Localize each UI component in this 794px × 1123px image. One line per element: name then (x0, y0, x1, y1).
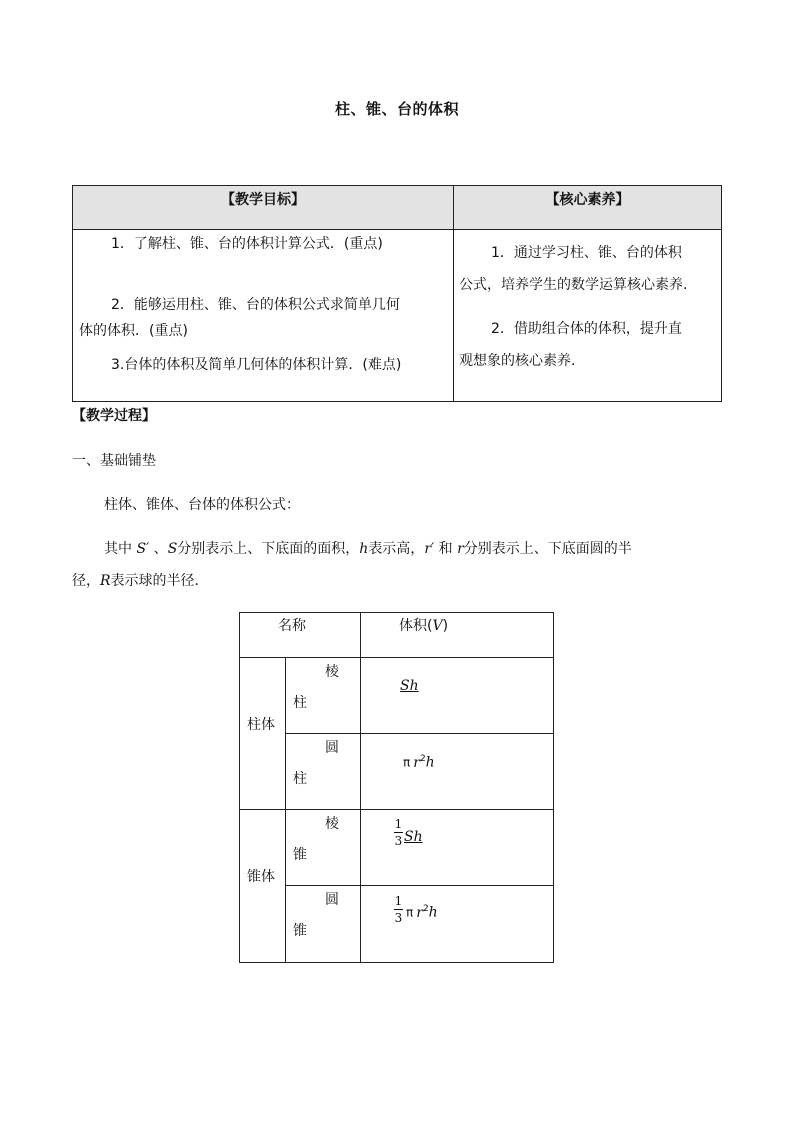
group-pyramid-cone: 锥体 (247, 869, 275, 885)
objective-1: 1．了解柱、锥、台的体积计算公式．(重点) (111, 236, 383, 252)
row-prism-top: 棱 (325, 664, 339, 680)
table-divider (239, 809, 554, 810)
literacy-2-cont: 观想象的核心素养. (459, 353, 576, 369)
row-prism-bottom: 柱 (293, 695, 307, 711)
formula-prism: Sh (400, 678, 419, 694)
objectives-table (72, 185, 722, 402)
row-cone-top: 圆 (325, 892, 339, 908)
formula-cone: π $r^2h$ (406, 904, 438, 921)
objective-2-cont: 体的体积．(重点) (79, 323, 188, 339)
group-prism-cylinder: 柱体 (247, 717, 275, 733)
literacy-1-cont: 公式，培养学生的数学运算核心素养. (459, 277, 688, 293)
explanation-line-2: 径，R表示球的半径． (72, 573, 209, 589)
table-border (553, 612, 554, 963)
table-border (239, 962, 554, 963)
table-divider (285, 885, 554, 886)
table-divider (285, 657, 286, 963)
process-heading: 【教学过程】 (72, 408, 156, 424)
core-literacy-header: 【核心素养】 (454, 186, 721, 230)
fraction-one-third: 1 3 (394, 894, 403, 925)
row-cone-bottom: 锥 (293, 923, 307, 939)
objective-3: 3.台体的体积及简单几何体的体积计算．(难点) (111, 357, 402, 373)
explanation-line-1: 其中 S′ 、S分别表示上、下底面的面积，h表示高，r′ 和 r分别表示上、下底面圆的半 (104, 541, 632, 557)
section-heading: 一、基础铺垫 (72, 453, 156, 469)
header-name: 名称 (278, 618, 306, 634)
table-divider (453, 186, 454, 401)
table-divider (360, 612, 361, 963)
literacy-1: 1．通过学习柱、锥、台的体积 (491, 245, 682, 261)
row-pyramid-bottom: 锥 (293, 847, 307, 863)
objectives-header: 【教学目标】 (73, 186, 453, 230)
header-volume: 体积(V) (399, 618, 449, 634)
table-border (239, 612, 554, 613)
row-cylinder-top: 圆 (325, 740, 339, 756)
fraction-one-third: 1 3 (394, 817, 403, 848)
objective-2: 2．能够运用柱、锥、台的体积公式求简单几何 (111, 297, 400, 313)
table-divider (285, 733, 554, 734)
table-divider (239, 657, 554, 658)
row-cylinder-bottom: 柱 (293, 771, 307, 787)
page-title: 柱、锥、台的体积 (334, 100, 459, 118)
literacy-2: 2．借助组合体的体积，提升直 (491, 321, 682, 337)
row-pyramid-top: 棱 (325, 816, 339, 832)
formula-pyramid: Sh (404, 829, 423, 845)
volume-formula-table (239, 612, 554, 963)
formula-intro: 柱体、锥体、台体的体积公式： (104, 497, 300, 513)
table-border (239, 612, 240, 963)
formula-cylinder: π $r^2h$ (403, 754, 435, 771)
